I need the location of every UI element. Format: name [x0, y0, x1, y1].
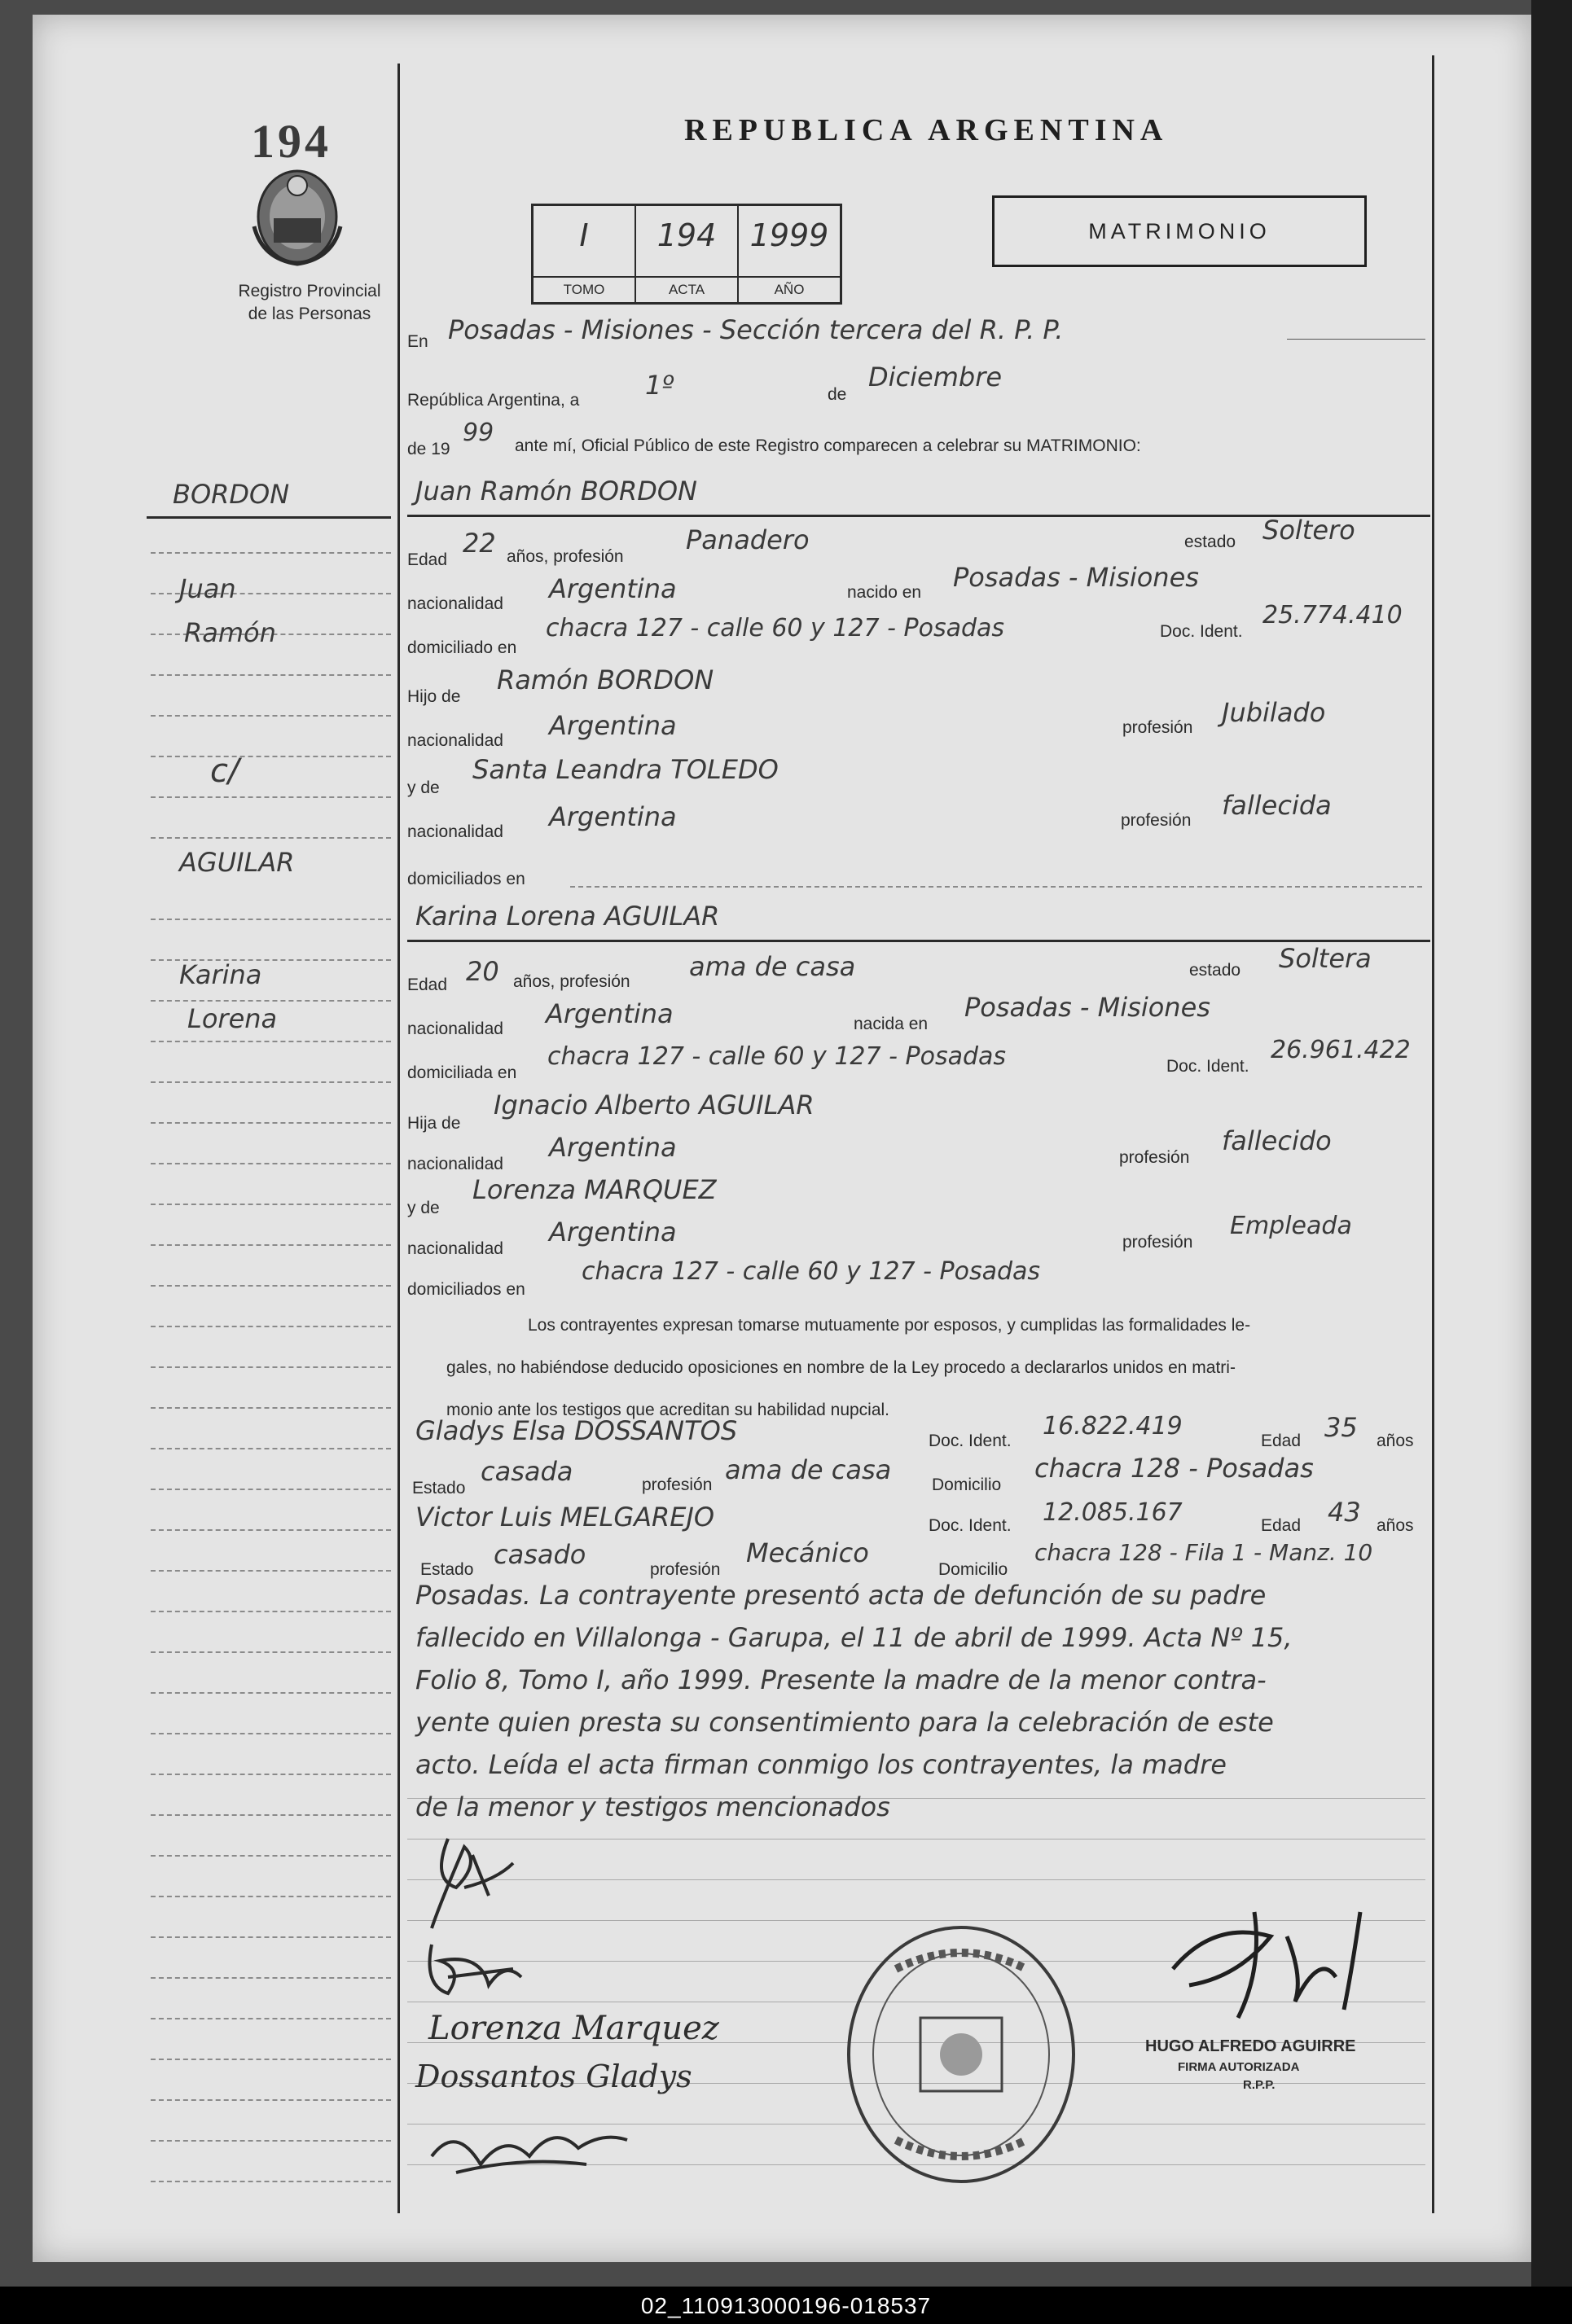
bride-padre: Ignacio Alberto AGUILAR	[494, 1090, 815, 1120]
month-value: Diciembre	[868, 362, 1003, 392]
official-signature-icon	[1140, 1904, 1417, 2034]
groom-edad: 22	[463, 528, 496, 559]
margin-groom-surname: BORDON	[173, 479, 290, 510]
acta-value: 194	[656, 217, 717, 253]
tomo-acta-ano-box	[531, 204, 842, 305]
margin-connector: c/	[210, 752, 239, 790]
notes-line-2: fallecido en Villalonga - Garupa, el 11 de abril de 1999. Acta Nº 15,	[415, 1622, 1293, 1653]
bride-signature-icon	[415, 1936, 546, 2010]
groom-nacido: Posadas - Misiones	[953, 562, 1199, 593]
official-org: R.P.P.	[1243, 2078, 1276, 2092]
witness1-edad: 35	[1324, 1412, 1358, 1443]
left-column-border	[397, 64, 400, 2213]
en-label: En	[407, 332, 428, 351]
witness1-name: Gladys Elsa DOSSANTOS	[415, 1415, 738, 1446]
notes-line-3: Folio 8, Tomo I, año 1999. Presente la madre de la menor contra-	[415, 1664, 1267, 1695]
groom-madre-prof: fallecida	[1222, 790, 1332, 821]
margin-bride-name-1: Karina	[179, 959, 262, 990]
witness2-doc-label: Doc. Ident.	[929, 1516, 1012, 1535]
bride-madre: Lorenza MARQUEZ	[472, 1174, 717, 1205]
tomo-value: I	[579, 217, 589, 253]
witness2-edad: 43	[1328, 1497, 1361, 1528]
groom-nacido-label: nacido en	[847, 583, 922, 602]
groom-y-de-label: y de	[407, 778, 440, 797]
witness1-profesion: ama de casa	[725, 1454, 892, 1485]
groom-madre-nac-label: nacionalidad	[407, 822, 503, 841]
tomo-label: TOMO	[534, 276, 635, 302]
de-label: de	[828, 385, 847, 404]
bride-profesion: ama de casa	[689, 951, 856, 982]
groom-domiciliados-label: domiciliados en	[407, 870, 525, 888]
witness1-prof-label: profesión	[642, 1476, 713, 1494]
margin-bride-name-2: Lorena	[187, 1003, 278, 1034]
bride-divider	[407, 940, 1430, 942]
notes-line-6: de la menor y testigos mencionados	[415, 1791, 890, 1822]
country-title: REPUBLICA ARGENTINA	[684, 113, 1169, 147]
corner-number: 194	[251, 115, 332, 168]
witness1-doc-label: Doc. Ident.	[929, 1432, 1012, 1450]
bride-padre-nac-label: nacionalidad	[407, 1155, 503, 1173]
bride-madre-nac: Argentina	[549, 1217, 677, 1248]
bride-profesion-label: años, profesión	[513, 972, 630, 991]
groom-profesion-label: años, profesión	[507, 547, 624, 566]
witness2-domicilio: chacra 128 - Fila 1 - Manz. 10	[1034, 1539, 1373, 1566]
bride-padre-prof-label: profesión	[1119, 1148, 1190, 1167]
document-page	[33, 15, 1531, 2262]
footer-code: 02_110913000196-018537	[640, 2293, 932, 2318]
groom-hijo-label: Hijo de	[407, 687, 461, 706]
bride-nac-label: nacionalidad	[407, 1019, 503, 1038]
republica-label: República Argentina, a	[407, 391, 580, 410]
registro-provincial: Registro Provincial de las Personas	[238, 282, 381, 323]
groom-estado: Soltero	[1262, 515, 1355, 546]
mother-signature: Lorenza Marquez	[428, 2010, 719, 2047]
witness1-estado: casada	[481, 1456, 573, 1487]
bride-nacida: Posadas - Misiones	[964, 992, 1210, 1023]
registry-seal-icon	[839, 1920, 1083, 2189]
ano-label: AÑO	[739, 276, 840, 302]
groom-signature-icon	[415, 1831, 529, 1936]
bride-full-name: Karina Lorena AGUILAR	[415, 901, 720, 932]
bride-madre-prof-label: profesión	[1122, 1233, 1193, 1252]
witness2-edad-label: Edad	[1261, 1516, 1302, 1535]
groom-padre: Ramón BORDON	[497, 664, 714, 695]
bride-domicilio: chacra 127 - calle 60 y 127 - Posadas	[547, 1042, 1007, 1071]
bride-doc-label: Doc. Ident.	[1166, 1057, 1249, 1076]
witness2-prof-label: profesión	[650, 1560, 721, 1579]
page-edge	[1531, 0, 1572, 2324]
bride-domiciliados: chacra 127 - calle 60 y 127 - Posadas	[582, 1257, 1041, 1286]
witness2-name: Victor Luis MELGAREJO	[415, 1502, 715, 1533]
ano-value: 1999	[749, 217, 829, 253]
notes-line-5: acto. Leída el acta firman conmigo los contrayentes, la madre	[415, 1749, 1227, 1780]
witness1-estado-label: Estado	[412, 1479, 466, 1497]
bride-edad-label: Edad	[407, 976, 448, 994]
witness2-doc: 12.085.167	[1043, 1498, 1183, 1527]
groom-estado-label: estado	[1184, 533, 1236, 551]
bride-dom-label: domiciliada en	[407, 1063, 517, 1082]
intro-statement: ante mí, Oficial Público de este Registro comparecen a celebrar su MATRIMONIO:	[515, 436, 1141, 455]
groom-profesion: Panadero	[686, 524, 810, 555]
groom-dom-label: domiciliado en	[407, 638, 517, 657]
groom-doc: 25.774.410	[1262, 601, 1403, 629]
margin-groom-name-2: Ramón	[184, 617, 276, 648]
groom-madre-nac: Argentina	[549, 801, 677, 832]
place-value: Posadas - Misiones - Sección tercera del R. P. P.	[448, 314, 1064, 345]
groom-madre-prof-label: profesión	[1121, 811, 1192, 830]
groom-domicilio: chacra 127 - calle 60 y 127 - Posadas	[546, 614, 1005, 642]
bride-estado: Soltera	[1279, 943, 1372, 974]
witness2-estado: casado	[494, 1539, 586, 1570]
bride-madre-nac-label: nacionalidad	[407, 1239, 503, 1258]
bride-padre-nac: Argentina	[549, 1132, 677, 1163]
year-suffix: 99	[463, 419, 494, 447]
margin-divider	[147, 516, 391, 519]
groom-nac-label: nacionalidad	[407, 594, 503, 613]
year-prefix: de 19	[407, 440, 450, 458]
margin-bride-surname: AGUILAR	[179, 847, 295, 878]
official-name: HUGO ALFREDO AGUIRRE	[1145, 2037, 1356, 2055]
groom-full-name: Juan Ramón BORDON	[415, 476, 697, 506]
bride-estado-label: estado	[1189, 961, 1241, 980]
bride-y-de-label: y de	[407, 1199, 440, 1217]
declaration-text: Los contrayentes expresan tomarse mutuamente por esposos, y cumplidas las formalidades le- gales, no habiéndose deducido oposiciones en nombre de la Ley procedo a declararlos unidos en matri- monio ante los testigos que acreditan su habilidad nupcial.	[446, 1316, 1251, 1419]
groom-madre: Santa Leandra TOLEDO	[472, 754, 779, 785]
day-value: 1º	[645, 370, 674, 401]
right-column-border	[1432, 55, 1434, 2213]
witness2-anos-label: años	[1377, 1516, 1414, 1535]
blank-line	[570, 886, 1422, 888]
bride-domiciliados-label: domiciliados en	[407, 1280, 525, 1299]
groom-doc-label: Doc. Ident.	[1160, 622, 1243, 641]
witness1-anos-label: años	[1377, 1432, 1414, 1450]
bride-nacionalidad: Argentina	[546, 998, 674, 1029]
groom-padre-prof: Jubilado	[1222, 697, 1326, 728]
witness2-dom-label: Domicilio	[938, 1560, 1008, 1579]
witness-signature: Dossantos Gladys	[415, 2059, 692, 2094]
bride-edad: 20	[466, 956, 499, 987]
bride-madre-prof: Empleada	[1230, 1212, 1352, 1240]
bride-nacida-label: nacida en	[854, 1015, 929, 1033]
witness2-profesion: Mecánico	[746, 1537, 869, 1568]
coat-of-arms-icon	[246, 161, 349, 267]
document-type-box: MATRIMONIO	[992, 195, 1367, 267]
witness1-edad-label: Edad	[1261, 1432, 1302, 1450]
witness1-dom-label: Domicilio	[932, 1476, 1002, 1494]
witness2-signature-icon	[424, 2107, 652, 2189]
official-title: FIRMA AUTORIZADA	[1178, 2060, 1300, 2074]
groom-padre-nac-label: nacionalidad	[407, 731, 503, 750]
groom-padre-prof-label: profesión	[1122, 718, 1193, 737]
notes-line-1: Posadas. La contrayente presentó acta de defunción de su padre	[415, 1580, 1267, 1611]
bride-padre-prof: fallecido	[1222, 1125, 1332, 1156]
acta-label: ACTA	[636, 276, 737, 302]
margin-groom-name-1: Juan	[179, 573, 236, 604]
witness1-domicilio: chacra 128 - Posadas	[1034, 1453, 1314, 1484]
witness2-estado-label: Estado	[420, 1560, 474, 1579]
groom-padre-nac: Argentina	[549, 710, 677, 741]
notes-line-4: yente quien presta su consentimiento para la celebración de este	[415, 1707, 1274, 1738]
bride-hija-label: Hija de	[407, 1114, 461, 1133]
groom-nacionalidad: Argentina	[549, 573, 677, 604]
groom-edad-label: Edad	[407, 550, 448, 569]
bride-doc: 26.961.422	[1271, 1036, 1411, 1064]
witness1-doc: 16.822.419	[1043, 1412, 1183, 1440]
